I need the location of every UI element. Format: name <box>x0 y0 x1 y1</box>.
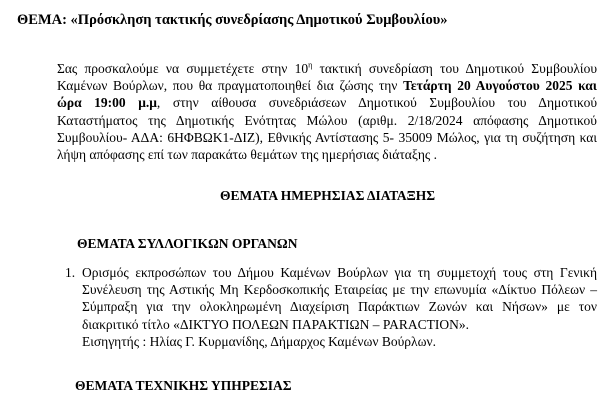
document-subject: ΘΕΜΑ: «Πρόσκληση τακτικής συνεδρίασης Δημοτικού Συμβουλίου» <box>17 12 448 28</box>
invitation-paragraph <box>57 60 597 163</box>
agenda-item-text: Ορισμός εκπροσώπων του Δήμου Καμένων Βούρλων για τη συμμετοχή τους στη Γενική Συνέλευση της Αστικής Μη Κερδοσκοπικής Εταιρείας με την επωνυμία «Δίκτυο Πόλεων – Σύμπραξη για την ολοκληρωμένη Διαχείριση Παράκτιων Ζωνών και Νήσων» με τον διακριτικό τίτλο «ΔΙΚΤΥΟ ΠΟΛΕΩΝ ΠΑΡΑΚΤΙΩΝ – PARACTION». <box>82 265 597 332</box>
intro-ordinal-superscript: η <box>308 60 313 70</box>
collective-bodies-heading: ΘΕΜΑΤΑ ΣΥΛΛΟΓΙΚΩΝ ΟΡΓΑΝΩΝ <box>77 236 298 251</box>
agenda-item-number: 1. <box>65 265 76 280</box>
meeting-date-time: Τετάρτη 20 Αυγούστου 2025 και ώρα 19:00 μ.μ <box>57 78 597 111</box>
technical-service-heading: ΘΕΜΑΤΑ ΤΕΧΝΙΚΗΣ ΥΠΗΡΕΣΙΑΣ <box>75 378 292 393</box>
agenda-item-rapporteur: Εισηγητής : Ηλίας Γ. Κυρμανίδης, Δήμαρχος Καμένων Βούρλων. <box>82 333 436 349</box>
agenda-heading: ΘΕΜΑΤΑ ΗΜΕΡΗΣΙΑΣ ΔΙΑΤΑΞΗΣ <box>220 188 436 203</box>
intro-text-part2: τακτική συνεδρίαση του Δημοτικού Συμβουλίου Καμένων Βούρλων, που θα πραγματοποιηθεί δια ζώσης την <box>57 61 597 94</box>
intro-text-part3: , στην αίθουσα συνεδριάσεων Δημοτικού Συμβουλίου του Δημοτικού Καταστήματος της Δημοτικής Ενότητας Μώλου (αριθμ. 2/18/2024 απόφασης Δημοτικού Συμβουλίου- ΑΔΑ: 6ΗΦΒΩΚ1-ΔΙΖ), Εθνικής Αντίστασης 5- 35009 Μώλος, για τη συζήτηση και λήψη απόφασης επί των παρακάτω θεμάτων της ημερήσιας διάταξης . <box>57 95 597 163</box>
agenda-item <box>57 264 597 350</box>
intro-text-part1: Σας προσκαλούμε να συμμετέχετε στην 10 <box>57 61 309 76</box>
